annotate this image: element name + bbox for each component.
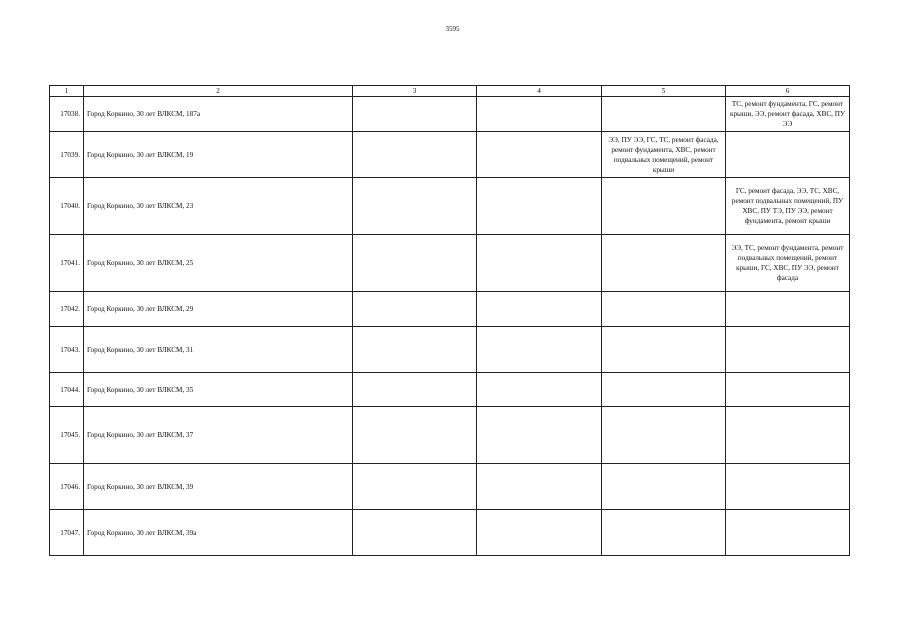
row-col6: [726, 132, 850, 178]
table-row: [50, 132, 850, 178]
row-address: Город Коркино, 30 лет ВЛКСМ, 23: [84, 178, 353, 235]
row-address: Город Коркино, 30 лет ВЛКСМ, 31: [84, 327, 353, 373]
row-col4: [477, 178, 602, 235]
column-header-4: 4: [477, 86, 602, 97]
row-col6: [726, 292, 850, 327]
table-row: [50, 235, 850, 292]
row-col6: [726, 327, 850, 373]
row-col4: [477, 97, 602, 132]
row-number: 17045.: [50, 407, 84, 464]
table-row: [50, 464, 850, 510]
table-row: [50, 373, 850, 407]
row-number: 17042.: [50, 292, 84, 327]
row-col3: [353, 97, 477, 132]
row-col5: [602, 373, 726, 407]
row-col6: [726, 407, 850, 464]
column-header-1: 1: [50, 86, 84, 97]
table-row: [50, 292, 850, 327]
row-col5: [602, 235, 726, 292]
row-address: Город Коркино, 30 лет ВЛКСМ, 37: [84, 407, 353, 464]
row-col5: [602, 464, 726, 510]
column-header-2: 2: [84, 86, 353, 97]
row-col5: [602, 97, 726, 132]
row-col4: [477, 292, 602, 327]
column-header-5: 5: [602, 86, 726, 97]
row-number: 17044.: [50, 373, 84, 407]
row-number: 17040.: [50, 178, 84, 235]
row-number: 17043.: [50, 327, 84, 373]
row-col4: [477, 132, 602, 178]
row-col6: ГС, ремонт фасада, ЭЭ, ТС, ХВС, ремонт подвальных помещений, ПУ ХВС, ПУ ТЭ, ПУ ЭЭ, ремонт фундамента, ремонт крыши: [726, 178, 850, 235]
row-address: Город Коркино, 30 лет ВЛКСМ, 25: [84, 235, 353, 292]
column-header-3: 3: [353, 86, 477, 97]
row-col4: [477, 510, 602, 556]
table-row: [50, 407, 850, 464]
row-number: 17047.: [50, 510, 84, 556]
row-address: Город Коркино, 30 лет ВЛКСМ, 35: [84, 373, 353, 407]
row-col4: [477, 407, 602, 464]
header-row: [50, 86, 850, 97]
row-col4: [477, 464, 602, 510]
row-col3: [353, 407, 477, 464]
row-number: 17046.: [50, 464, 84, 510]
row-col3: [353, 464, 477, 510]
row-col3: [353, 510, 477, 556]
row-address: Город Коркино, 30 лет ВЛКСМ, 19: [84, 132, 353, 178]
table-row: [50, 178, 850, 235]
table-row: [50, 327, 850, 373]
table-row: [50, 97, 850, 132]
row-col4: [477, 327, 602, 373]
row-col5: [602, 292, 726, 327]
row-col6: ЭЭ, ТС, ремонт фундамента, ремонт подвальных помещений, ремонт крыши, ГС, ХВС, ПУ ЭЭ, ремонт фасада: [726, 235, 850, 292]
row-col6: ТС, ремонт фундамента, ГС, ремонт крыши, ЭЭ, ремонт фасада, ХВС, ПУ ЭЭ: [726, 97, 850, 132]
row-address: Город Коркино, 30 лет ВЛКСМ, 187а: [84, 97, 353, 132]
row-col4: [477, 235, 602, 292]
row-col3: [353, 327, 477, 373]
row-col5: [602, 407, 726, 464]
row-col3: [353, 235, 477, 292]
row-address: Город Коркино, 30 лет ВЛКСМ, 29: [84, 292, 353, 327]
row-col3: [353, 292, 477, 327]
row-number: 17041.: [50, 235, 84, 292]
row-address: Город Коркино, 30 лет ВЛКСМ, 39: [84, 464, 353, 510]
row-col6: [726, 510, 850, 556]
row-col6: [726, 464, 850, 510]
row-col3: [353, 373, 477, 407]
row-number: 17038.: [50, 97, 84, 132]
row-address: Город Коркино, 30 лет ВЛКСМ, 39а: [84, 510, 353, 556]
row-col4: [477, 373, 602, 407]
row-col5: [602, 510, 726, 556]
row-col5: ЭЭ, ПУ ЭЭ, ГС, ТС, ремонт фасада, ремонт фундамента, ХВС, ремонт подвальных помещений, ремонт крыши: [602, 132, 726, 178]
row-col6: [726, 373, 850, 407]
table-row: [50, 510, 850, 556]
page-number: 3595: [445, 25, 460, 33]
row-number: 17039.: [50, 132, 84, 178]
address-table: [49, 85, 850, 556]
row-col3: [353, 132, 477, 178]
column-header-6: 6: [726, 86, 850, 97]
row-col3: [353, 178, 477, 235]
row-col5: [602, 178, 726, 235]
row-col5: [602, 327, 726, 373]
